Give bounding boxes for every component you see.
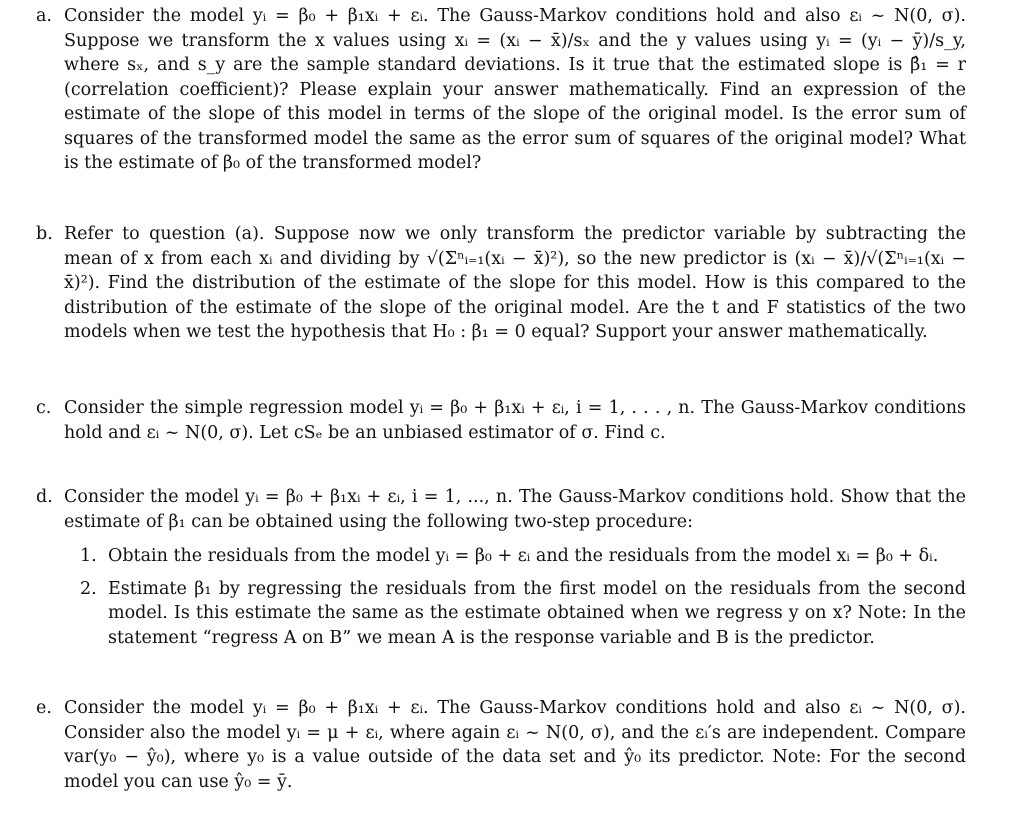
question-e-text: Consider the model yᵢ = β₀ + β₁xᵢ + εᵢ. The Gauss-Markov conditions hold and also εᵢ ~ N(0, σ). Consider also the model yᵢ = μ + εᵢ, where again εᵢ ~ N(0, σ), and the εᵢ′s are independent. Compare var(y₀ − ŷ₀), where y₀ is a value outside of the data set and ŷ₀ its predictor. Note: For the second model you can use ŷ₀ = ȳ.: [64, 698, 966, 792]
step-2-number: 2.: [80, 578, 97, 599]
step-1-number: 1.: [80, 546, 97, 566]
question-c-text: Consider the simple regression model yᵢ = β₀ + β₁xᵢ + εᵢ, i = 1, . . . , n. The Gauss-Markov conditions hold and εᵢ ~ N(0, σ). Let cSₑ be an unbiased estimator of σ. Find c.: [64, 398, 966, 443]
question-d: [36, 485, 966, 650]
question-a-text: Consider the model yᵢ = β₀ + β₁xᵢ + εᵢ. The Gauss-Markov conditions hold and also εᵢ ~ N(0, σ). Suppose we transform the x values using xᵢ = (xᵢ − x̄)/sₓ and the y values using yᵢ = (yᵢ − ȳ)/s_y, where sₓ, and s_y are the sample standard deviations. Is it true that the estimated slope is β̂₁ = r (correlation coefficient)? Please explain your answer mathematically. Find an expression of the estimate of the slope of this model in terms of the slope of the original model. Is the error sum of squares of the transformed model the same as the error sum of squares of the original model? What is the estimate of β₀ of the transformed model?: [64, 6, 966, 173]
question-a: [36, 4, 966, 176]
question-d-label: d.: [36, 487, 53, 507]
question-c-label: c.: [36, 398, 52, 418]
step-1: [80, 544, 966, 569]
question-a-label: a.: [36, 6, 52, 26]
question-e-label: e.: [36, 698, 52, 718]
question-c: [36, 396, 966, 445]
step-2: [80, 577, 966, 651]
question-d-text: Consider the model yᵢ = β₀ + β₁xᵢ + εᵢ, i = 1, ..., n. The Gauss-Markov conditions hold. Show that the estimate of β₁ can be obtained using the following two-step procedure:: [64, 487, 966, 532]
question-e: [36, 696, 966, 794]
step-2-text: Estimate β₁ by regressing the residuals from the first model on the residuals from the second model. Is this estimate the same as the estimate obtained when we regress y on x? Note: In the statement “regress A on B” we mean A is the response variable and B is the predictor.: [108, 578, 966, 648]
question-b: [36, 222, 966, 345]
question-b-label: b.: [36, 224, 53, 244]
question-b-text: Refer to question (a). Suppose now we only transform the predictor variable by subtracting the mean of x from each xᵢ and dividing by √(Σⁿᵢ₌₁(xᵢ − x̄)²), so the new predictor is (xᵢ − x̄)/√(Σⁿᵢ₌₁(xᵢ − x̄)²). Find the distribution of the estimate of the slope for this model. How is this compared to the distribution of the estimate of the slope of the original model. Are the t and F statistics of the two models when we test the hypothesis that H₀ : β₁ = 0 equal? Support your answer mathematically.: [64, 224, 966, 342]
step-1-text: Obtain the residuals from the model yᵢ = β₀ + εᵢ and the residuals from the model xᵢ = β₀ + δᵢ.: [108, 546, 939, 566]
